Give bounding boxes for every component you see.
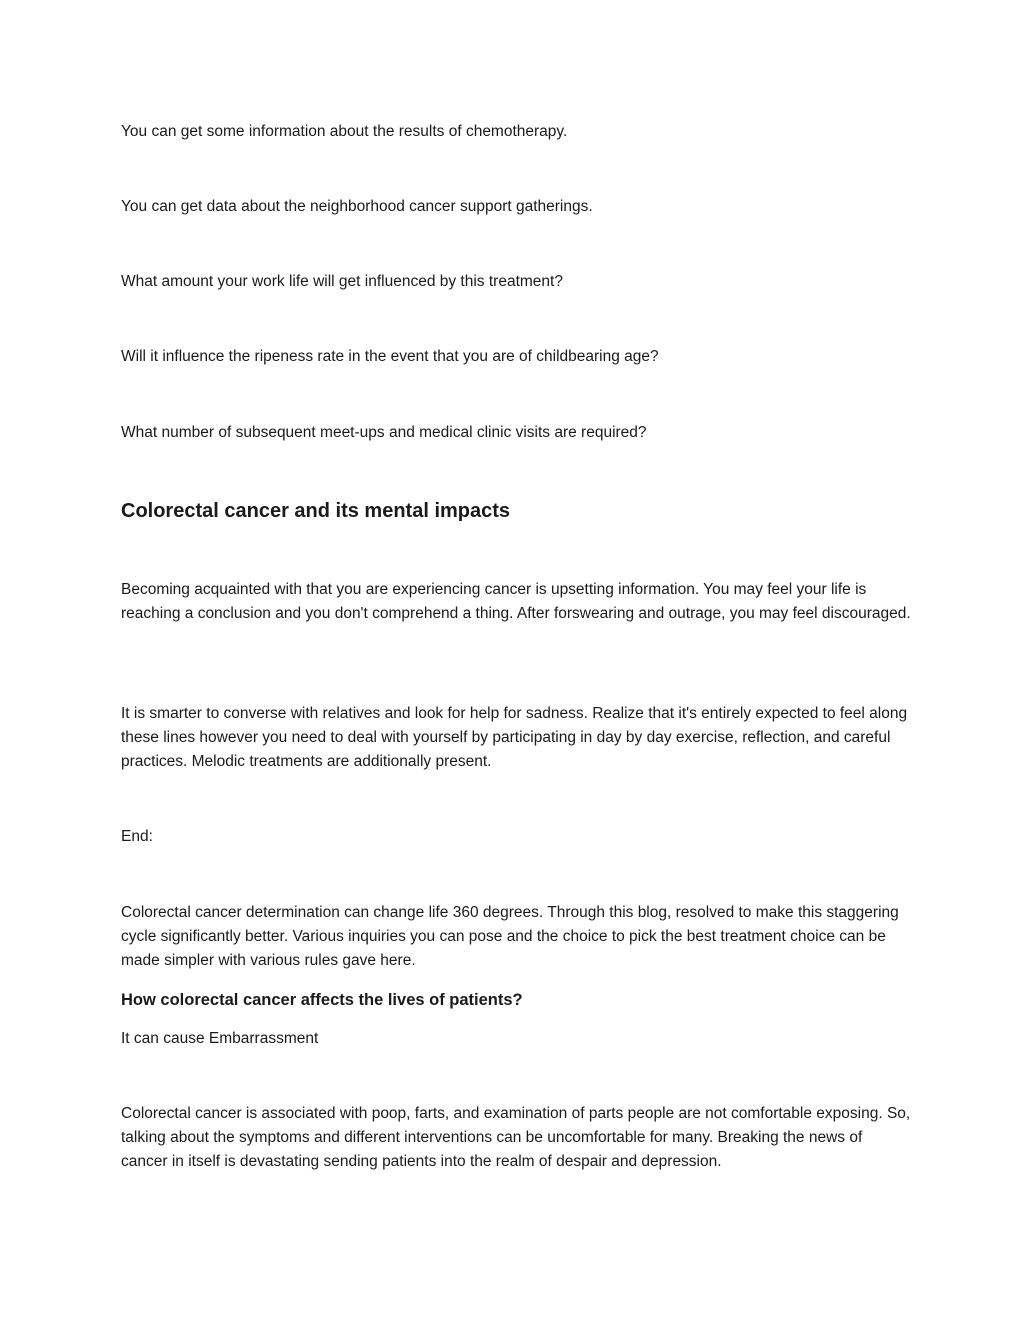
paragraph-chemotherapy-results: You can get some information about the results of chemotherapy.	[121, 123, 568, 140]
paragraph-childbearing: Will it influence the ripeness rate in the event that you are of childbearing age?	[121, 348, 659, 365]
heading-mental-impacts: Colorectal cancer and its mental impacts	[121, 500, 511, 522]
subheading-embarrassment: It can cause Embarrassment	[121, 1030, 319, 1047]
paragraph-end: Colorectal cancer determination can change life 360 degrees. Through this blog, resolved to make this staggering cycle significantly better. Various inquiries you can pose and the choice to pick the best treatment choice can be made simpler with various rules gave here.	[121, 904, 899, 969]
heading-patient-lives: How colorectal cancer affects the lives of patients?	[121, 991, 523, 1009]
paragraph-mental-impacts-1: Becoming acquainted with that you are experiencing cancer is upsetting information. You may feel your life is reaching a conclusion and you don't comprehend a thing. After forswearing and outrage, you may feel discouraged.	[121, 581, 911, 622]
label-end: End:	[121, 828, 153, 845]
paragraph-support-gatherings: You can get data about the neighborhood cancer support gatherings.	[121, 198, 593, 215]
paragraph-work-life: What amount your work life will get influenced by this treatment?	[121, 273, 563, 290]
paragraph-embarrassment: Colorectal cancer is associated with poop, farts, and examination of parts people are not comfortable exposing. So, talking about the symptoms and different interventions can be uncomfortable for many. Breaking the news of cancer in itself is devastating sending patients into the realm of despair and depression.	[121, 1105, 911, 1170]
paragraph-clinic-visits: What number of subsequent meet-ups and medical clinic visits are required?	[121, 424, 647, 441]
paragraph-mental-impacts-2: It is smarter to converse with relatives and look for help for sadness. Realize that it's entirely expected to feel along these lines however you need to deal with yourself by participating in day by day exercise, reflection, and careful practices. Melodic treatments are additionally present.	[121, 705, 908, 770]
